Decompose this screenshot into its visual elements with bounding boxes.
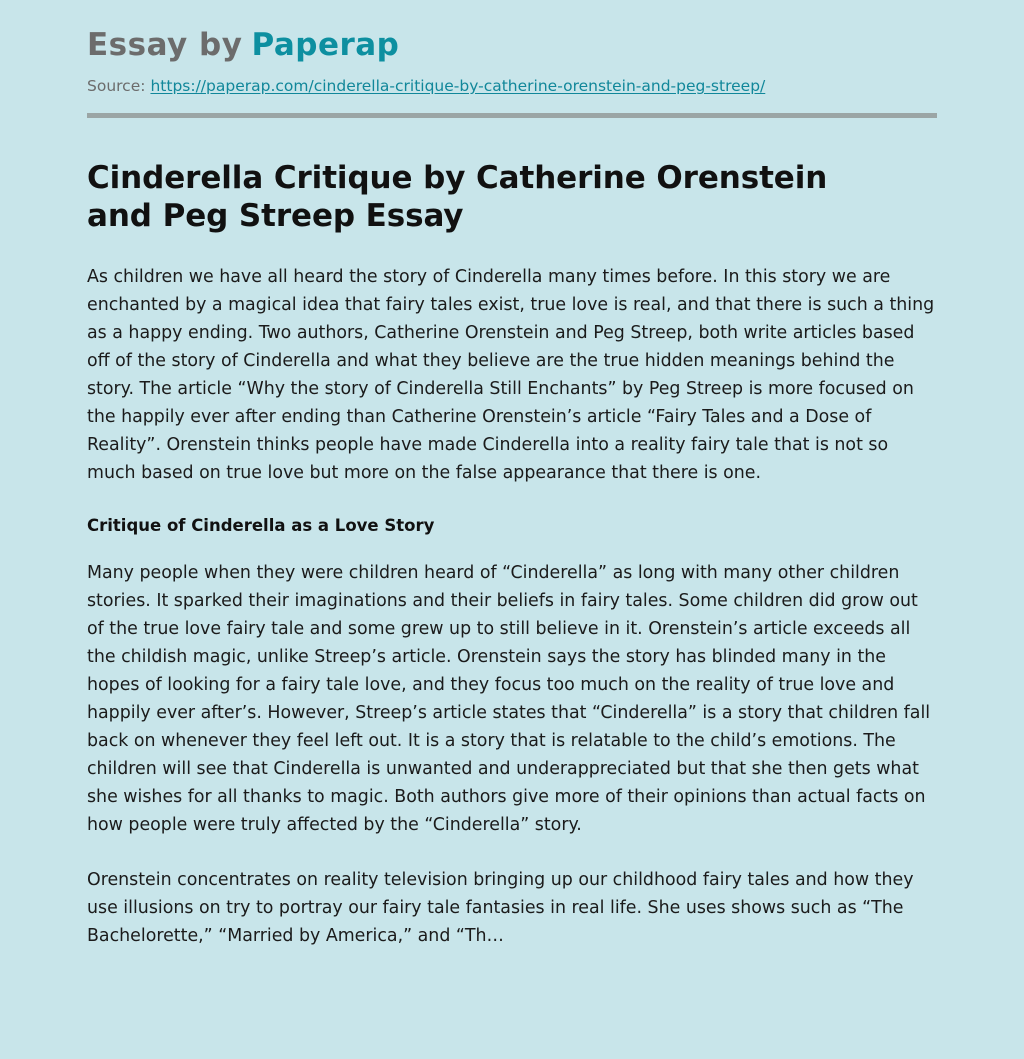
- article-paragraph-1: As children we have all heard the story of Cinderella many times before. In this story we are enchanted by a magical idea that fairy tales exist, true love is real, and that there is such a thing as a happy ending. Two authors, Catherine Orenstein and Peg Streep, both write articles based off of the story of Cinderella and what they believe are the true hidden meanings behind the story. The article “Why the story of Cinderella Still Enchants” by Peg Streep is more focused on the happily ever after ending than Catherine Orenstein’s article “Fairy Tales and a Dose of Reality”. Orenstein thinks people have made Cinderella into a reality fairy tale that is not so much based on true love but more on the false appearance that there is one.: [87, 266, 935, 483]
- brand-prefix: Essay by: [87, 27, 243, 63]
- site-brand: [87, 28, 1024, 62]
- site-header: [0, 0, 1024, 97]
- source-label: Source:: [87, 77, 146, 96]
- brand-name: Paperap: [251, 27, 400, 63]
- article-title: Cinderella Critique by Catherine Orenstein and Peg Streep Essay: [87, 160, 828, 234]
- article-paragraph-2: Many people when they were children heard of “Cinderella” as long with many other children stories. It sparked their imaginations and their beliefs in fairy tales. Some children did grow out of the true love fairy tale and some grew up to still believe in it. Orenstein’s article exceeds all the childish magic, unlike Streep’s article. Orenstein says the story has blinded many in the hopes of looking for a fairy tale love, and they focus too much on the reality of true love and happily ever after’s. However, Streep’s article states that “Cinderella” is a story that children fall back on whenever they feel left out. It is a story that is relatable to the child’s emotions. The children will see that Cinderella is unwanted and underappreciated but that she then gets what she wishes for all thanks to magic. Both authors give more of their opinions than actual facts on how people were truly affected by the “Cinderella” story.: [87, 562, 931, 835]
- source-url-link[interactable]: https://paperap.com/cinderella-critique-by-catherine-orenstein-and-peg-streep/: [150, 77, 766, 96]
- source-row: [87, 76, 1024, 97]
- article-container: [0, 118, 1024, 950]
- article-paragraph-3: Orenstein concentrates on reality television bringing up our childhood fairy tales and how they use illusions on try to portray our fairy tale fantasies in real life. She uses shows such as “The Bachelorette,” “Married by America,” and “Th…: [87, 869, 914, 946]
- article-section-heading: Critique of Cinderella as a Love Story: [87, 515, 435, 535]
- article-body: [87, 263, 940, 950]
